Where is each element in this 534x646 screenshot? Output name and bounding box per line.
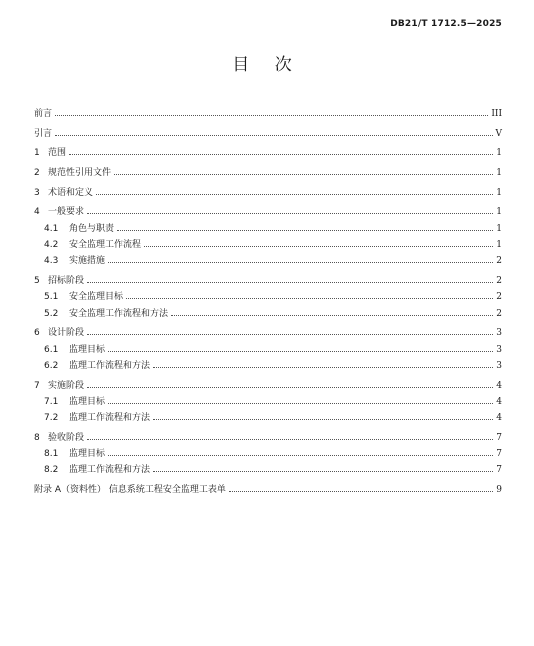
toc-entry-page: 4 — [496, 396, 502, 407]
toc-entry-page: 2 — [496, 256, 502, 267]
toc-entry-page: 1 — [496, 223, 502, 234]
toc-entry[interactable] — [34, 411, 502, 427]
toc-entry-number: 7 — [34, 380, 40, 391]
toc-dot-leader — [87, 379, 493, 388]
toc-dot-leader — [69, 146, 493, 155]
toc-entry[interactable] — [34, 395, 502, 411]
toc-entry[interactable] — [34, 238, 502, 254]
toc-entry[interactable] — [34, 186, 502, 202]
toc-entry[interactable] — [34, 359, 502, 375]
toc-entry-page: V — [495, 128, 502, 139]
toc-entry[interactable] — [34, 254, 502, 270]
toc-entry-label: 实施阶段 — [48, 380, 85, 391]
toc-entry-label: 安全监理目标 — [69, 292, 124, 303]
toc-entry-page: 2 — [496, 292, 502, 303]
toc-entry-number: 4.1 — [44, 223, 59, 234]
toc-dot-leader — [108, 447, 493, 456]
toc-dot-leader — [55, 107, 488, 116]
toc-entry[interactable] — [34, 166, 502, 182]
toc-entry-label: 设计阶段 — [48, 328, 85, 339]
toc-dot-leader — [171, 307, 493, 316]
toc-dot-leader — [108, 343, 493, 352]
toc-entry-number: 4 — [34, 207, 40, 218]
toc-dot-leader — [96, 186, 493, 195]
toc-entry[interactable] — [34, 379, 502, 395]
toc-entry-label: 安全监理工作流程和方法 — [69, 308, 169, 319]
toc-entry-page: 1 — [496, 148, 502, 159]
toc-entry-number: 6.1 — [44, 344, 59, 355]
toc-entry-page: 1 — [496, 168, 502, 179]
toc-entry[interactable] — [34, 483, 502, 499]
toc-entry-label: 招标阶段 — [48, 276, 85, 287]
toc-entry-number: 5.2 — [44, 308, 59, 319]
toc-entry-label: 监理目标 — [69, 344, 106, 355]
toc-entry-number: 8.1 — [44, 449, 59, 460]
toc-dot-leader — [144, 238, 493, 247]
toc-entry-number: 5 — [34, 276, 40, 287]
toc-entry-number: 7.1 — [44, 396, 59, 407]
toc-entry-number: 6 — [34, 328, 40, 339]
toc-entry-number: 3 — [34, 187, 40, 198]
toc-entry[interactable] — [34, 222, 502, 238]
toc-dot-leader — [87, 326, 493, 335]
toc-entry-label: 附录 A（资料性） 信息系统工程安全监理工表单 — [34, 485, 226, 496]
toc-entry-number: 4.2 — [44, 240, 59, 251]
toc-entry[interactable] — [34, 326, 502, 342]
toc-entry-page: 3 — [496, 360, 502, 371]
toc-entry[interactable] — [34, 127, 502, 143]
toc-entry-page: 3 — [496, 344, 502, 355]
toc-entry-number: 5.1 — [44, 292, 59, 303]
toc-entry-label: 监理工作流程和方法 — [69, 413, 151, 424]
toc-entry-label: 安全监理工作流程 — [69, 240, 142, 251]
toc-entry[interactable] — [34, 274, 502, 290]
toc-entry-label: 验收阶段 — [48, 432, 85, 443]
toc-entry[interactable] — [34, 205, 502, 221]
toc-entry-page: 7 — [496, 449, 502, 460]
toc-dot-leader — [153, 359, 493, 368]
toc-entry[interactable] — [34, 431, 502, 447]
toc-entry-number: 1 — [34, 148, 40, 159]
toc-entry-page: III — [491, 109, 502, 119]
toc-entry-label: 监理目标 — [69, 396, 106, 407]
toc-entry-number: 8.2 — [44, 465, 59, 476]
toc-entry-page: 1 — [496, 207, 502, 218]
toc-entry-label: 引言 — [34, 128, 53, 139]
toc-entry-number: 2 — [34, 168, 40, 179]
table-of-contents — [34, 107, 502, 499]
toc-dot-leader — [108, 395, 493, 404]
toc-dot-leader — [87, 431, 493, 440]
toc-entry-page: 9 — [496, 485, 502, 496]
toc-entry-page: 4 — [496, 413, 502, 424]
toc-entry-number: 6.2 — [44, 360, 59, 371]
toc-entry[interactable] — [34, 146, 502, 162]
toc-entry-page: 1 — [496, 240, 502, 251]
toc-entry[interactable] — [34, 343, 502, 359]
page-title: 目 次 — [232, 55, 302, 75]
toc-entry-page: 4 — [496, 380, 502, 391]
toc-entry-label: 角色与职责 — [69, 223, 115, 234]
toc-entry[interactable] — [34, 447, 502, 463]
toc-entry-number: 8 — [34, 432, 40, 443]
toc-entry-page: 2 — [496, 276, 502, 287]
toc-entry-page: 3 — [496, 328, 502, 339]
toc-dot-leader — [126, 290, 493, 299]
toc-entry-label: 实施措施 — [69, 256, 106, 267]
toc-entry[interactable] — [34, 107, 502, 123]
toc-dot-leader — [108, 254, 493, 263]
document-number: DB21/T 1712.5—2025 — [390, 19, 502, 29]
toc-dot-leader — [87, 274, 493, 283]
toc-entry-page: 7 — [496, 465, 502, 476]
toc-entry[interactable] — [34, 463, 502, 479]
toc-entry-label: 范围 — [48, 148, 67, 159]
toc-dot-leader — [153, 411, 493, 420]
toc-entry[interactable] — [34, 290, 502, 306]
toc-entry[interactable] — [34, 307, 502, 323]
toc-dot-leader — [117, 222, 493, 231]
toc-entry-label: 前言 — [34, 109, 53, 119]
toc-entry-label: 规范性引用文件 — [48, 168, 112, 179]
toc-dot-leader — [87, 205, 493, 214]
toc-entry-label: 监理目标 — [69, 449, 106, 460]
toc-entry-label: 监理工作流程和方法 — [69, 360, 151, 371]
toc-dot-leader — [229, 483, 493, 492]
toc-entry-label: 术语和定义 — [48, 187, 94, 198]
toc-entry-page: 1 — [496, 187, 502, 198]
toc-entry-page: 7 — [496, 432, 502, 443]
toc-entry-page: 2 — [496, 308, 502, 319]
toc-dot-leader — [55, 127, 492, 136]
toc-entry-label: 一般要求 — [48, 207, 85, 218]
toc-entry-number: 7.2 — [44, 413, 59, 424]
toc-dot-leader — [114, 166, 493, 175]
toc-dot-leader — [153, 463, 493, 472]
toc-entry-number: 4.3 — [44, 256, 59, 267]
toc-entry-label: 监理工作流程和方法 — [69, 465, 151, 476]
